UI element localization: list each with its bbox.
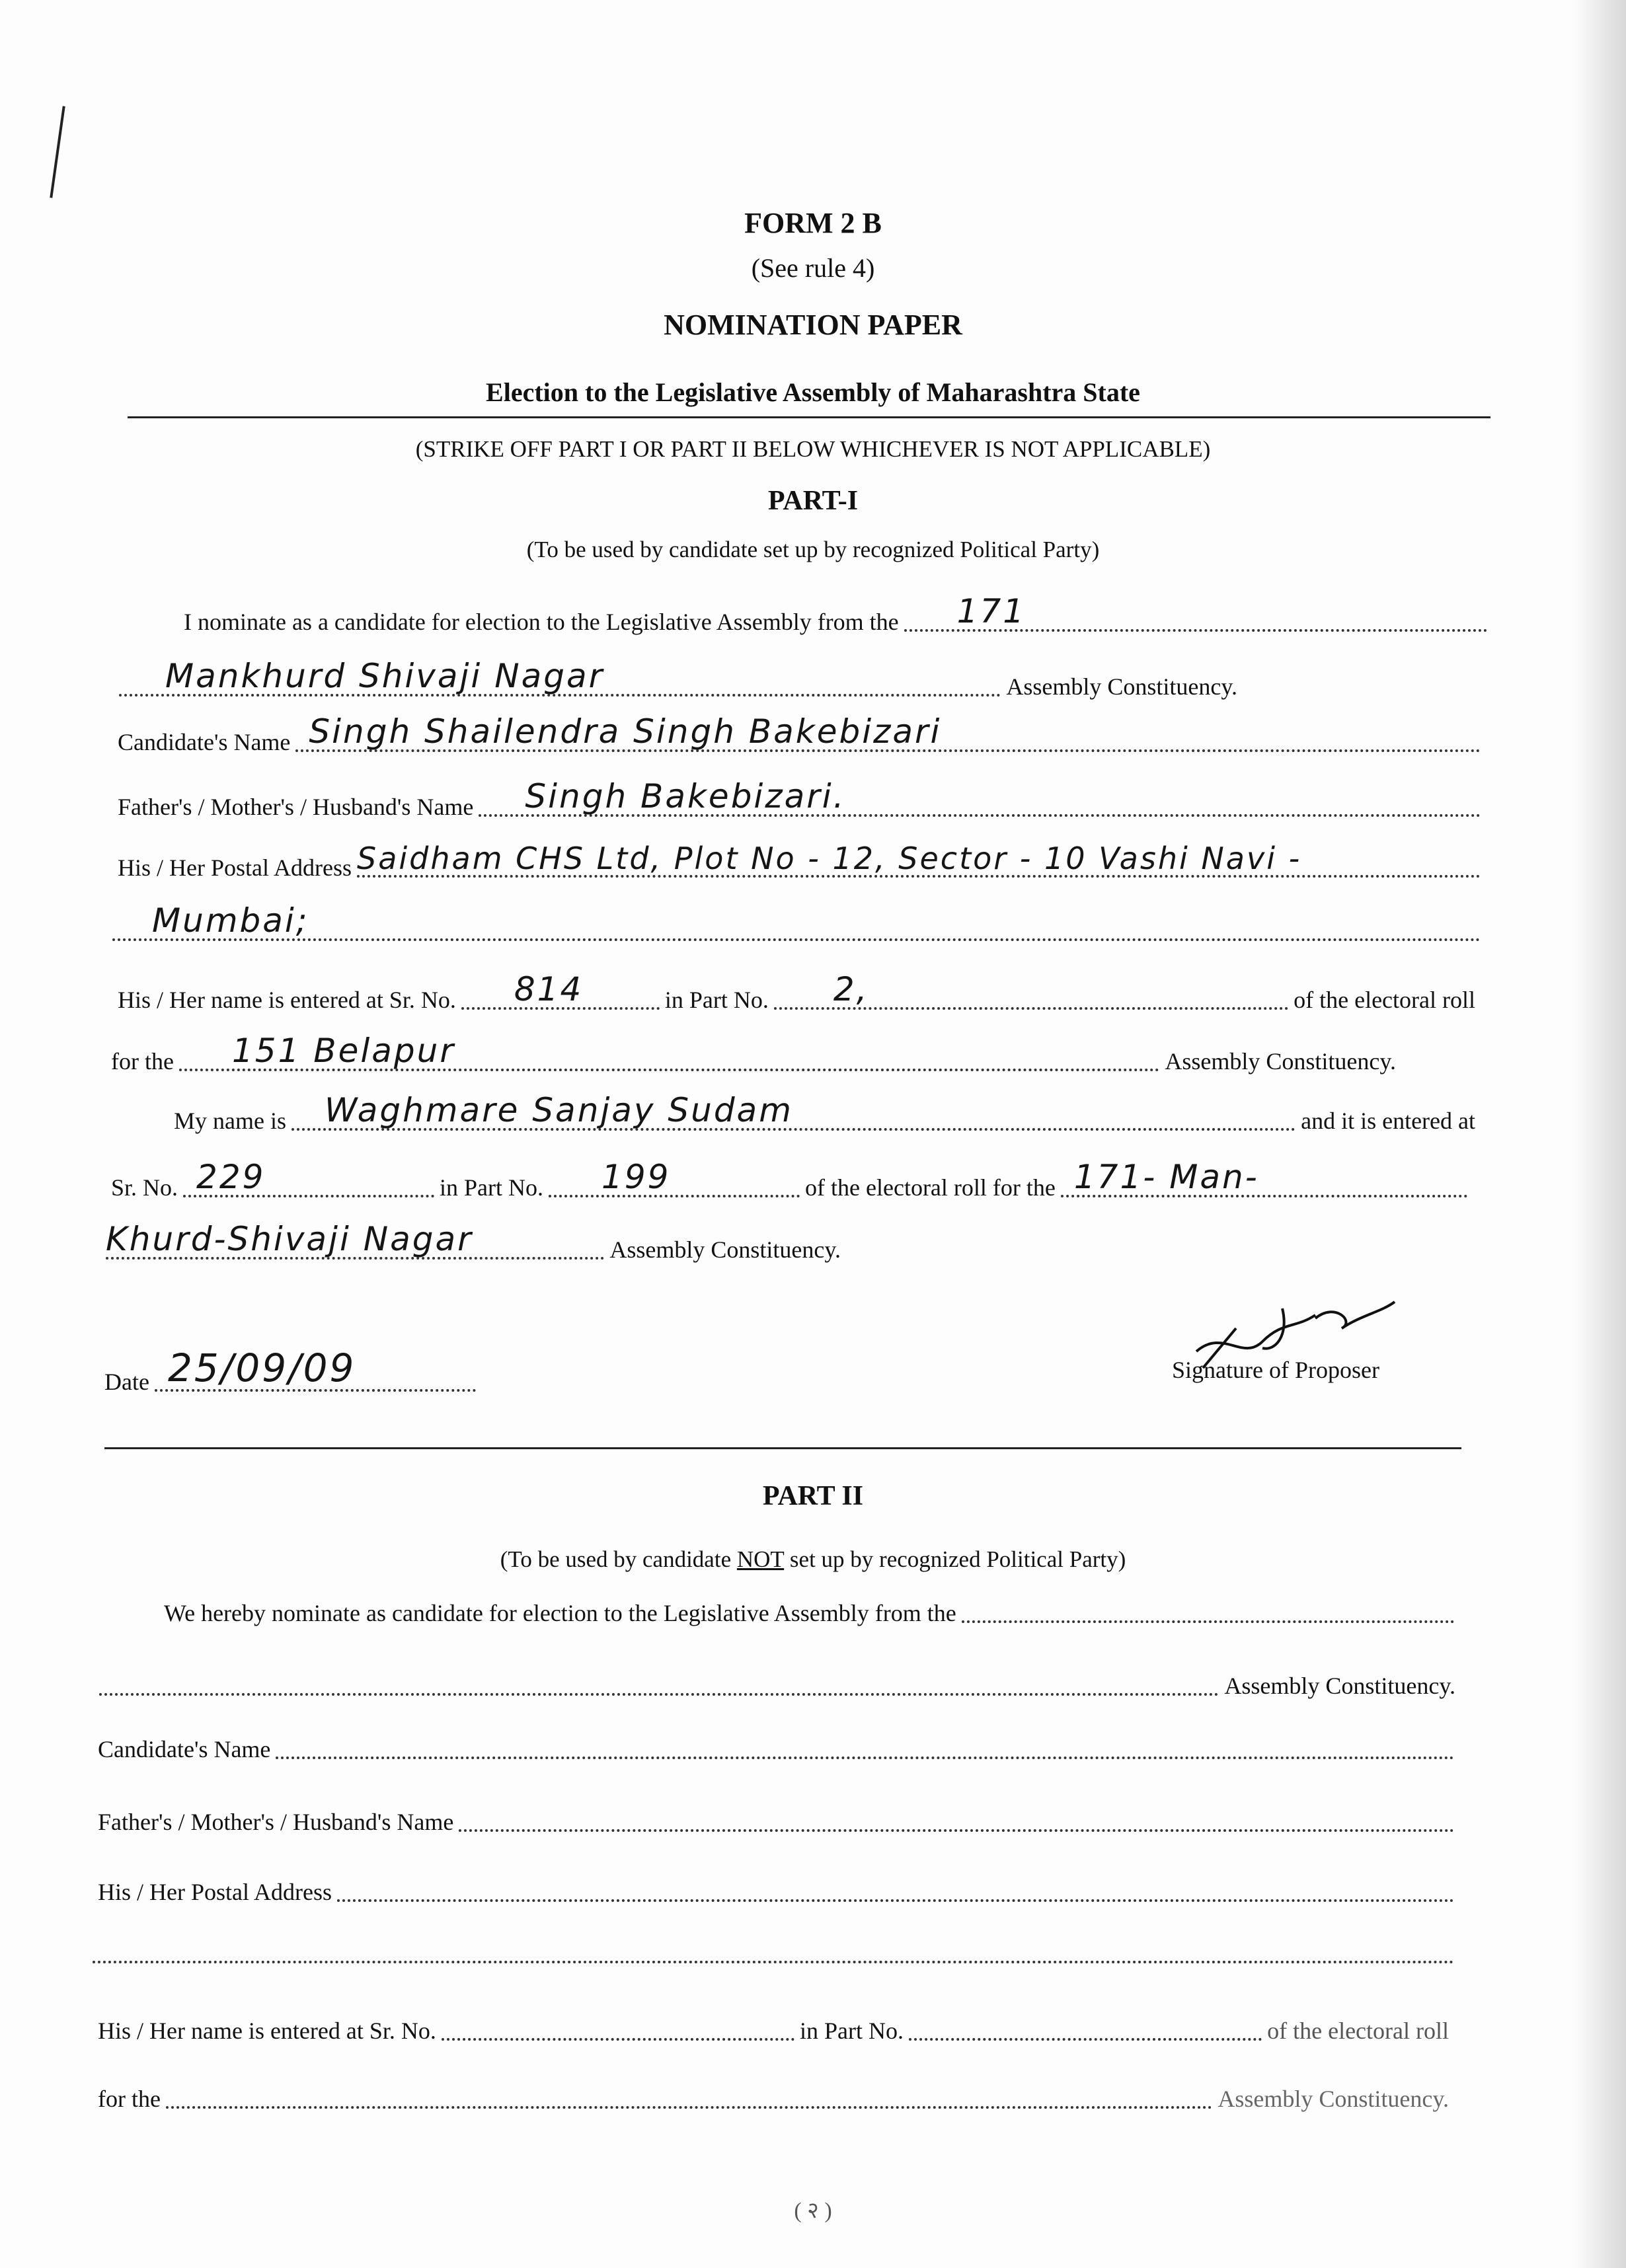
address-row-2	[112, 897, 1481, 945]
proposer-constituency-row	[106, 1216, 846, 1264]
proposer-roll-row	[106, 1154, 1467, 1201]
assembly-constituency-label: Assembly Constituency.	[1006, 673, 1237, 700]
p2-for-row	[93, 2065, 1454, 2113]
proposer-name: Waghmare Sanjay Sudam	[324, 1091, 793, 1129]
constituency-row	[119, 653, 1243, 700]
roll-constituency-field[interactable]	[179, 1028, 1159, 1071]
sr-no-label: His / Her name is entered at Sr. No.	[118, 987, 456, 1013]
p2-sr-field[interactable]	[442, 1997, 794, 2041]
candidate-name-field[interactable]	[295, 708, 1481, 752]
address-field-line2[interactable]	[112, 897, 1481, 941]
address-label: His / Her Postal Address	[118, 854, 352, 881]
part1-title: PART-I	[767, 486, 859, 516]
nominate-row	[178, 588, 1487, 636]
p2-parent-field[interactable]	[459, 1788, 1454, 1832]
p2-address-row	[93, 1858, 1454, 1906]
p2-candidate-field[interactable]	[276, 1716, 1454, 1759]
proposer-sr-no: 229	[196, 1158, 266, 1196]
proposer-part-label: in Part No.	[440, 1174, 544, 1201]
proposer-constituency-field-2[interactable]	[106, 1216, 604, 1260]
part-no-field[interactable]	[774, 966, 1288, 1010]
margin-pen-mark	[50, 106, 65, 198]
nominate-label: I nominate as a candidate for election to the Legislative Assembly from the	[184, 609, 899, 635]
signature-label-row	[1167, 1356, 1385, 1384]
candidate-name-row	[112, 708, 1481, 756]
date-value: 25/09/09	[167, 1345, 356, 1390]
p2-assembly-constituency-label-2: Assembly Constituency.	[1218, 2086, 1449, 2112]
date-row	[99, 1345, 476, 1396]
assembly-constituency-label-2: Assembly Constituency.	[1165, 1048, 1396, 1075]
p2-roll-label: of the electoral roll	[1267, 2018, 1449, 2044]
constituency-name-field[interactable]	[119, 653, 1001, 697]
my-name-label: My name is	[174, 1108, 286, 1134]
p2-constituency-name-field[interactable]	[99, 1652, 1219, 1696]
for-the-label: for the	[111, 1048, 174, 1075]
proposer-name-row	[169, 1087, 1481, 1135]
p2-constituency-field[interactable]	[962, 1579, 1454, 1623]
constituency-number-field[interactable]	[904, 588, 1487, 632]
strike-off-instruction: (STRIKE OFF PART I OR PART II BELOW WHICHEVER IS NOT APPLICABLE)	[415, 436, 1211, 462]
part2-subtitle	[0, 1546, 1626, 1573]
p2-roll-constituency-field[interactable]	[166, 2065, 1212, 2109]
proposer-sr-field[interactable]	[183, 1154, 434, 1197]
candidate-name: Singh Shailendra Singh Bakebizari	[309, 712, 942, 751]
proposer-constituency-a: 171- Man-	[1073, 1158, 1259, 1196]
p2-candidate-row	[93, 1716, 1454, 1763]
p2-sr-label: His / Her name is entered at Sr. No.	[98, 2018, 436, 2044]
parent-name-row	[112, 773, 1481, 821]
election-title: Election to the Legislative Assembly of Maharashtra State	[486, 377, 1140, 407]
part-no-label: in Part No.	[664, 987, 769, 1013]
proposer-sr-label: Sr. No.	[111, 1174, 178, 1201]
constituency-number: 171	[956, 592, 1026, 630]
p2-part-field[interactable]	[909, 1997, 1262, 2041]
entered-at-label: and it is entered at	[1301, 1108, 1475, 1134]
page-number: ( २ )	[794, 2199, 832, 2223]
constituency-name: Mankhurd Shivaji Nagar	[165, 657, 605, 695]
part2-title: PART II	[762, 1481, 864, 1511]
p2-constituency-row	[99, 1652, 1461, 1700]
proposer-part-field[interactable]	[549, 1154, 800, 1197]
address-row	[112, 834, 1481, 882]
p2-nominate-row	[159, 1579, 1454, 1627]
proposer-name-field[interactable]	[291, 1087, 1296, 1131]
parent-name: Singh Bakebizari.	[525, 777, 846, 815]
sr-no-field[interactable]	[461, 966, 660, 1010]
p2-address-field[interactable]	[337, 1858, 1454, 1902]
address-field-line1[interactable]	[357, 834, 1481, 878]
p2-parent-row	[93, 1788, 1454, 1836]
parent-name-field[interactable]	[479, 773, 1481, 817]
p2-address-label: His / Her Postal Address	[98, 1879, 332, 1905]
p2-address-row-2	[93, 1920, 1454, 1967]
part-divider	[104, 1447, 1461, 1449]
proposer-constituency-b: Khurd-Shivaji Nagar	[106, 1220, 473, 1258]
assembly-constituency-label-3: Assembly Constituency.	[609, 1236, 841, 1263]
p2-part-label: in Part No.	[800, 2018, 904, 2044]
roll-for-label: of the electoral roll for the	[805, 1174, 1056, 1201]
roll-constituency: 151 Belapur	[231, 1032, 455, 1070]
signature-of-proposer-label: Signature of Proposer	[1172, 1357, 1379, 1383]
part2-subtitle-b: set up by recognized Political Party)	[784, 1546, 1126, 1572]
proposer-constituency-field[interactable]	[1061, 1154, 1467, 1197]
address-line1: Saidham CHS Ltd, Plot No - 12, Sector - 10 Vashi Navi -	[357, 841, 1302, 876]
candidate-name-label: Candidate's Name	[118, 729, 291, 755]
p2-candidate-label: Candidate's Name	[98, 1736, 271, 1762]
document-title: NOMINATION PAPER	[664, 309, 962, 341]
p2-parent-label: Father's / Mother's / Husband's Name	[98, 1809, 454, 1835]
p2-assembly-constituency-label: Assembly Constituency.	[1224, 1673, 1455, 1699]
proposer-part-no: 199	[601, 1158, 671, 1196]
part1-subtitle: (To be used by candidate set up by recognized Political Party)	[526, 537, 1100, 562]
part-no: 2,	[833, 970, 869, 1008]
address-line2: Mumbai;	[152, 901, 309, 940]
date-label: Date	[104, 1369, 149, 1395]
rule-reference: (See rule 4)	[751, 253, 875, 283]
p2-address-field-2[interactable]	[93, 1920, 1454, 1963]
p2-for-the-label: for the	[98, 2086, 161, 2112]
p2-roll-row	[93, 1997, 1454, 2045]
part2-subtitle-not: NOT	[736, 1546, 785, 1572]
part2-subtitle-a: (To be used by candidate	[500, 1546, 737, 1572]
electoral-roll-label: of the electoral roll	[1294, 987, 1475, 1013]
parent-name-label: Father's / Mother's / Husband's Name	[118, 794, 474, 820]
date-field[interactable]	[155, 1345, 476, 1392]
p2-nominate-label: We hereby nominate as candidate for election to the Legislative Assembly from the	[164, 1600, 956, 1626]
electoral-roll-row	[112, 966, 1481, 1014]
header-divider	[128, 416, 1490, 418]
form-title: FORM 2 B	[744, 207, 882, 239]
roll-constituency-row	[106, 1028, 1401, 1075]
sr-no: 814	[514, 970, 584, 1008]
